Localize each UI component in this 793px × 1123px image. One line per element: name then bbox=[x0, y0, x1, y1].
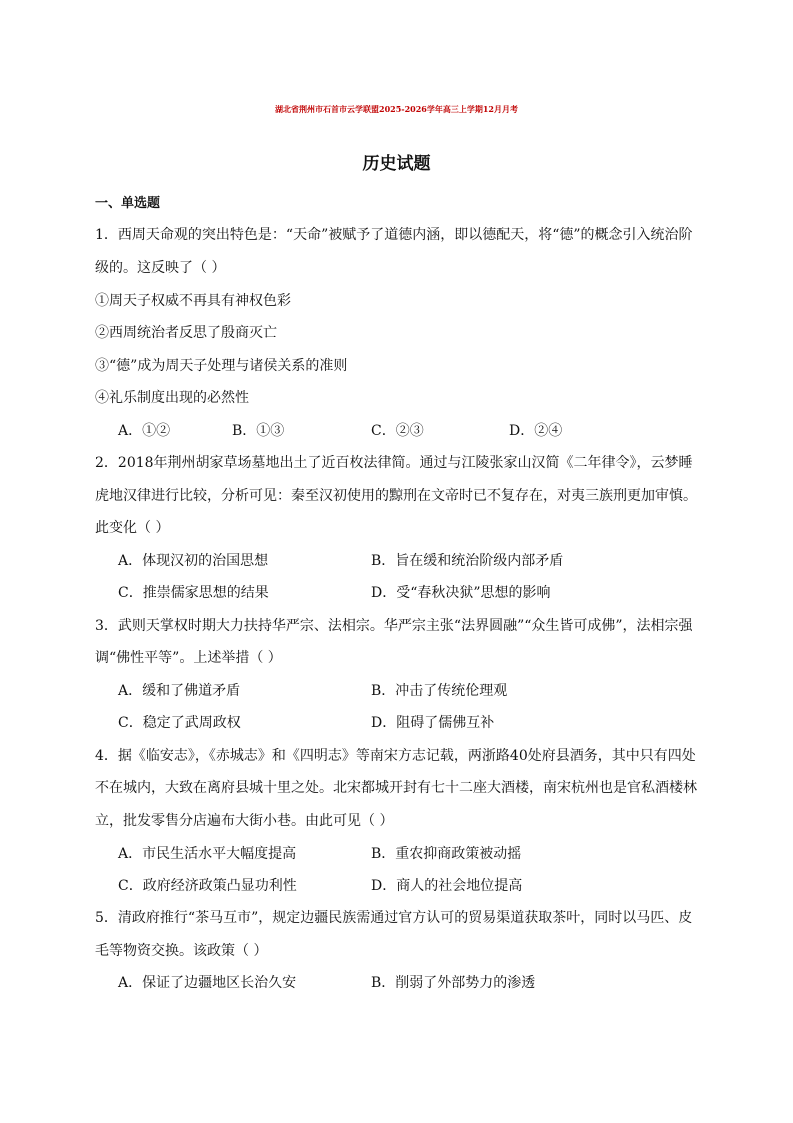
document-subtitle: 历史试题 bbox=[362, 154, 431, 174]
question-4-line-1: 4．据《临安志》，《赤城志》和《四明志》等南宋方志记载，两浙路40处府县酒务，其中只有四处 bbox=[95, 748, 696, 764]
question-2-option-b[interactable]: B．旨在缓和统治阶级内部矛盾 bbox=[371, 553, 564, 569]
question-5-option-b[interactable]: B．削弱了外部势力的渗透 bbox=[371, 975, 536, 991]
question-1-statement-2: ②西周统治者反思了殷商灭亡 bbox=[95, 325, 277, 341]
question-2-option-a[interactable]: A．体现汉初的治国思想 bbox=[118, 553, 269, 569]
question-1-statement-4: ④礼乐制度出现的必然性 bbox=[95, 390, 249, 406]
question-3-option-d[interactable]: D．阻碍了儒佛互补 bbox=[371, 715, 495, 731]
question-1-statement-1: ①周天子权威不再具有神权色彩 bbox=[95, 293, 291, 309]
document-title: 湖北省荆州市石首市云学联盟2025-2026学年高三上学期12月月考 bbox=[275, 104, 518, 114]
question-4-line-3: 立，批发零售分店遍布大街小巷。由此可见（ ） bbox=[95, 813, 394, 829]
question-3-line-2: 调“佛性平等”。上述举措（ ） bbox=[95, 650, 282, 666]
question-2-option-c[interactable]: C．推崇儒家思想的结果 bbox=[118, 585, 269, 601]
question-3-option-a[interactable]: A．缓和了佛道矛盾 bbox=[118, 683, 241, 699]
question-2-line-1: 2．2018年荆州胡家草场墓地出土了近百枚法律简。通过与江陵张家山汉简《二年律令》，云梦睡 bbox=[95, 455, 693, 471]
question-4-line-2: 不在城内，大致在离府县城十里之处。北宋都城开封有七十二座大酒楼，南宋杭州也是官私酒楼林 bbox=[95, 780, 697, 796]
question-1-option-c[interactable]: C．②③ bbox=[371, 423, 424, 439]
question-1-option-b[interactable]: B．①③ bbox=[232, 423, 285, 439]
question-2-line-3: 此变化（ ） bbox=[95, 520, 170, 536]
question-1-line-2: 级的。这反映了（ ） bbox=[95, 260, 226, 276]
question-1-option-a[interactable]: A．①② bbox=[118, 423, 171, 439]
question-2-option-d[interactable]: D．受“春秋决狱”思想的影响 bbox=[371, 585, 551, 601]
question-5-line-1: 5．清政府推行“茶马互市”，规定边疆民族需通过官方认可的贸易渠道获取茶叶，同时以马匹、皮 bbox=[95, 910, 693, 926]
question-3-line-1: 3．武则天掌权时期大力扶持华严宗、法相宗。华严宗主张“法界圆融”“众生皆可成佛”，法相宗强 bbox=[95, 618, 693, 634]
section-heading: 一、单选题 bbox=[95, 196, 161, 211]
question-4-option-d[interactable]: D．商人的社会地位提高 bbox=[371, 878, 523, 894]
question-1-line-1: 1．西周天命观的突出特色是：“天命”被赋予了道德内涵，即以德配天，将“德”的概念引入统治阶 bbox=[95, 227, 693, 243]
question-3-option-c[interactable]: C．稳定了武周政权 bbox=[118, 715, 241, 731]
question-1-option-d[interactable]: D．②④ bbox=[509, 423, 563, 439]
question-5-line-2: 毛等物资交换。该政策（ ） bbox=[95, 943, 268, 959]
question-4-option-c[interactable]: C．政府经济政策凸显功利性 bbox=[118, 878, 297, 894]
question-4-option-a[interactable]: A．市民生活水平大幅度提高 bbox=[118, 846, 297, 862]
question-4-option-b[interactable]: B．重农抑商政策被动摇 bbox=[371, 846, 522, 862]
question-3-option-b[interactable]: B．冲击了传统伦理观 bbox=[371, 683, 508, 699]
question-2-line-2: 虎地汉律进行比较，分析可见：秦至汉初使用的黥刑在文帝时已不复存在，对夷三族刑更加审慎。 bbox=[95, 488, 697, 504]
question-5-option-a[interactable]: A．保证了边疆地区长治久安 bbox=[118, 975, 297, 991]
question-1-statement-3: ③“德”成为周天子处理与诸侯关系的准则 bbox=[95, 358, 348, 374]
